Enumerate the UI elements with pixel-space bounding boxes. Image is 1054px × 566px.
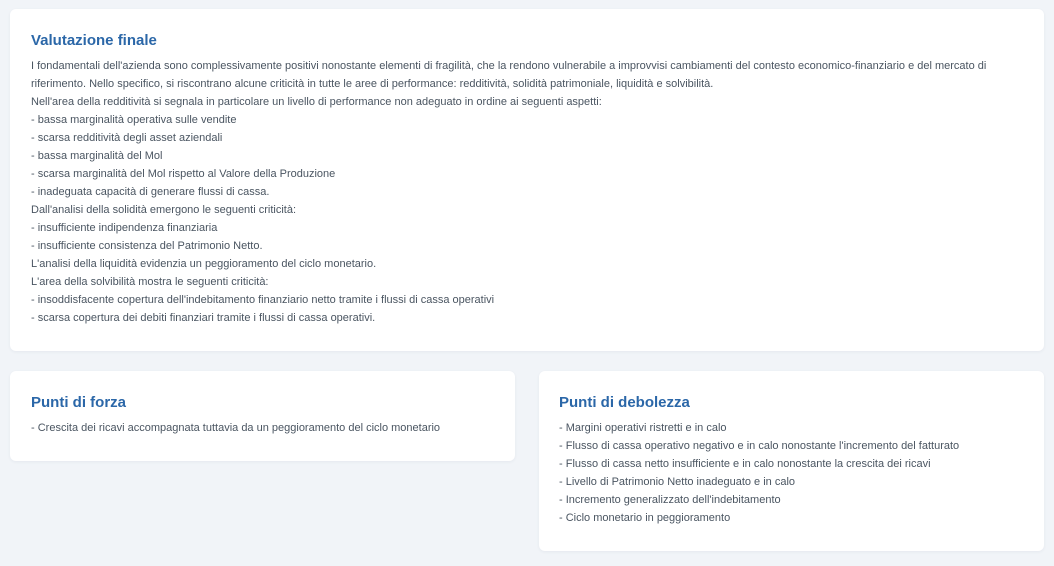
valutazione-finale-card — [10, 9, 1044, 351]
valutazione-line: - inadeguata capacità di generare flussi di cassa. — [31, 186, 270, 198]
valutazione-line: - scarsa copertura dei debiti finanziari tramite i flussi di cassa operativi. — [31, 312, 376, 324]
valutazione-line: - scarsa marginalità del Mol rispetto al Valore della Produzione — [31, 168, 336, 180]
valutazione-finale-body — [31, 57, 1024, 327]
valutazione-line: - insufficiente indipendenza finanziaria — [31, 222, 218, 234]
valutazione-line: L'area della solvibilità mostra le seguenti criticità: — [31, 276, 269, 288]
valutazione-line: - bassa marginalità operativa sulle vendite — [31, 114, 237, 126]
punti-di-debolezza-item: - Margini operativi ristretti e in calo — [559, 422, 727, 434]
punti-di-debolezza-title: Punti di debolezza — [559, 394, 690, 411]
valutazione-line: I fondamentali dell'azienda sono complessivamente positivi nonostante elementi di fragilità, che la rendono vulnerabile a improvvisi cambiamenti del contesto economico-finanziario e del mercato di riferimento. Nello specifico, si riscontrano alcune criticità in tutte le aree di performance: redditività, solidità patrimoniale, liquidità e solvibilità. — [31, 60, 987, 90]
valutazione-line: - scarsa redditività degli asset aziendali — [31, 132, 223, 144]
punti-di-debolezza-item: - Flusso di cassa netto insufficiente e in calo nonostante la crescita dei ricavi — [559, 458, 931, 470]
punti-di-debolezza-item: - Livello di Patrimonio Netto inadeguato e in calo — [559, 476, 796, 488]
punti-di-forza-card — [10, 371, 515, 461]
punti-di-forza-list — [31, 419, 495, 437]
valutazione-line: - bassa marginalità del Mol — [31, 150, 163, 162]
valutazione-line: Dall'analisi della solidità emergono le seguenti criticità: — [31, 204, 297, 216]
valutazione-line: - insoddisfacente copertura dell'indebitamento finanziario netto tramite i flussi di cassa operativi — [31, 294, 495, 306]
punti-di-debolezza-item: - Incremento generalizzato dell'indebitamento — [559, 494, 781, 506]
punti-di-forza-item: - Crescita dei ricavi accompagnata tuttavia da un peggioramento del ciclo monetario — [31, 422, 441, 434]
valutazione-line: - insufficiente consistenza del Patrimonio Netto. — [31, 240, 263, 252]
punti-di-debolezza-item: - Flusso di cassa operativo negativo e in calo nonostante l'incremento del fatturato — [559, 440, 960, 452]
punti-di-debolezza-list — [559, 419, 1024, 527]
valutazione-line: Nell'area della redditività si segnala in particolare un livello di performance non adeguato in ordine ai seguenti aspetti: — [31, 96, 602, 108]
valutazione-finale-title: Valutazione finale — [31, 32, 157, 49]
punti-di-debolezza-card — [539, 371, 1044, 551]
punti-di-debolezza-item: - Ciclo monetario in peggioramento — [559, 512, 731, 524]
valutazione-line: L'analisi della liquidità evidenzia un peggioramento del ciclo monetario. — [31, 258, 377, 270]
punti-di-forza-title: Punti di forza — [31, 394, 126, 411]
